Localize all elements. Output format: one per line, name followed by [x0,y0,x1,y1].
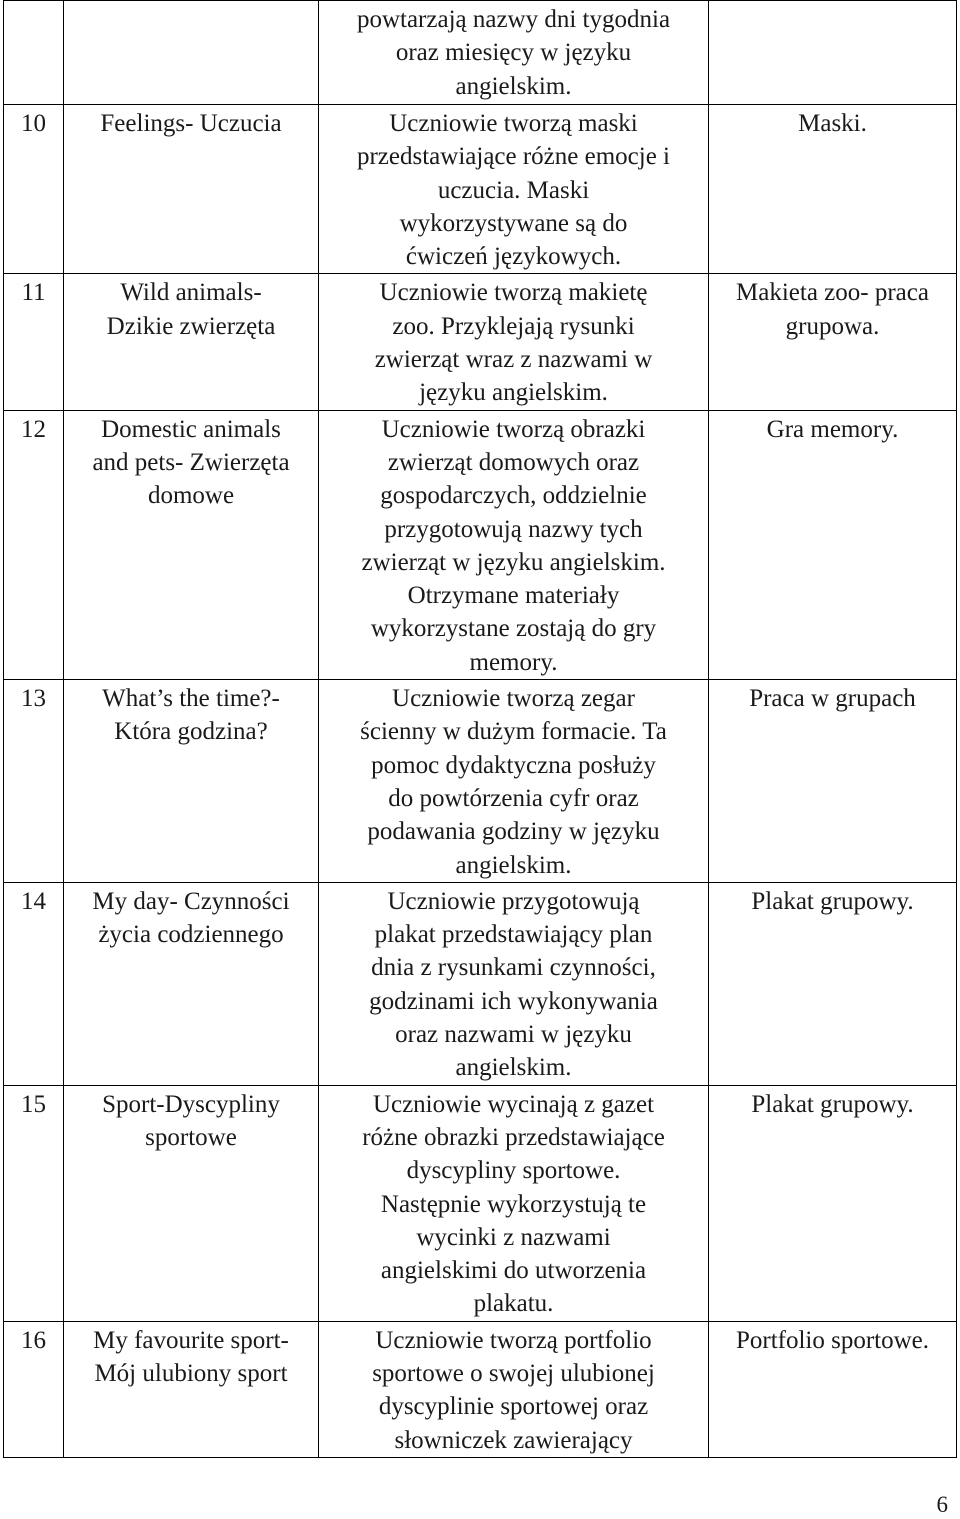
row-number: 14 [4,882,64,1085]
page-number: 6 [936,1492,948,1517]
table-row [4,105,957,274]
description-line: angielskimi do utworzenia [380,1257,647,1285]
row-topic [64,1321,319,1457]
row-number: 13 [4,680,64,883]
description-line: Następnie wykorzystują te [380,1190,647,1218]
row-number: 12 [4,410,64,679]
row-description [319,882,709,1085]
topic-line: What’s the time?- [102,685,280,713]
row-topic [64,274,319,410]
description-line: oraz nazwami w języku [395,1021,632,1049]
description-line: plakat przedstawiający plan [374,921,653,949]
result-line: grupowa. [785,312,880,340]
description-line: języku angielskim. [419,379,608,407]
lesson-plan-body [4,1,957,1458]
description-line: podawania godziny w języku [367,818,660,846]
row-topic [64,1085,319,1321]
row-number: 10 [4,105,64,274]
row-result [709,105,957,274]
description-line: zwierząt wraz z nazwami w [374,346,653,374]
row-number [4,1,64,105]
row-topic [64,1,319,105]
row-topic [64,882,319,1085]
description-line: oraz miesięcy w języku [395,39,632,67]
description-line: zwierząt domowych oraz [387,448,640,476]
table-row [4,1085,957,1321]
row-number: 15 [4,1085,64,1321]
description-line: zwierząt w języku angielskim. [361,548,666,576]
table-row [4,274,957,410]
row-result [709,882,957,1085]
description-line: angielskim. [455,72,572,100]
table-row [4,1,957,105]
topic-line: Wild animals- [120,279,262,307]
description-line: dyscyplinie sportowej oraz [378,1393,649,1421]
description-line: Uczniowie przygotowują [387,887,640,915]
description-line: Uczniowie tworzą zegar [392,685,635,713]
row-description [319,105,709,274]
lesson-plan-table [3,0,957,1458]
row-description [319,1085,709,1321]
description-line: dyscypliny sportowe. [406,1157,621,1185]
description-line: ćwiczeń językowych. [405,243,622,271]
description-line: Uczniowie tworzą maski [389,110,638,137]
row-topic [64,105,319,274]
description-line: zoo. Przyklejają rysunki [392,312,635,340]
topic-line: domowe [147,482,235,510]
table-row [4,680,957,883]
description-line: angielskim. [455,1054,572,1082]
description-line: przygotowują nazwy tych [384,515,643,543]
topic-line: Która godzina? [114,718,268,746]
result-line: Praca w grupach [749,685,916,713]
description-line: wykorzystywane są do [399,209,628,237]
description-line: Uczniowie wycinają z gazet [372,1090,655,1118]
description-line: gospodarczych, oddzielnie [380,482,647,510]
result-line: Portfolio sportowe. [735,1326,930,1354]
description-line: do powtórzenia cyfr oraz [388,784,639,812]
row-result [709,410,957,679]
topic-line: Domestic animals [101,415,281,443]
row-description [319,1321,709,1457]
description-line: Uczniowie tworzą obrazki [381,415,646,443]
result-line: Plakat grupowy. [751,1090,914,1118]
row-topic [64,410,319,679]
row-description [319,274,709,410]
description-line: dnia z rysunkami czynności, [371,954,656,982]
row-result [709,1321,957,1457]
description-line: ścienny w dużym formacie. Ta [360,718,667,746]
description-line: wycinki z nazwami [416,1223,611,1251]
row-description [319,1,709,105]
description-line: słowniczek zawierający [394,1426,633,1454]
description-line: Otrzymane materiały [407,582,620,610]
topic-line: and pets- Zwierzęta [92,448,290,476]
topic-line: sportowe [145,1123,237,1151]
row-topic [64,680,319,883]
row-number: 11 [4,274,64,410]
topic-line: My favourite sport- [93,1326,289,1354]
description-line: memory. [469,648,558,676]
topic-line: życia codziennego [98,921,284,949]
topic-line: Dzikie zwierzęta [106,312,276,340]
table-row [4,1321,957,1457]
description-line: angielskim. [455,851,572,879]
topic-line: My day- Czynności [92,887,290,915]
row-result [709,1085,957,1321]
result-line: Makieta zoo- praca [736,279,929,307]
description-line: plakatu. [473,1290,554,1318]
description-line: Uczniowie tworzą makietę [379,279,648,307]
table-row [4,882,957,1085]
result-line: Plakat grupowy. [751,887,914,915]
table-row [4,410,957,679]
description-line: pomoc dydaktyczna posłuży [371,751,656,779]
topic-line: Feelings- Uczucia [100,110,282,137]
description-line: godzinami ich wykonywania [369,987,658,1015]
description-line: Uczniowie tworzą portfolio [375,1326,652,1354]
row-result [709,274,957,410]
row-description [319,680,709,883]
result-line: Maski. [798,110,867,137]
result-line: Gra memory. [766,415,899,443]
topic-line: Mój ulubiony sport [94,1359,288,1387]
description-line: wykorzystane zostają do gry [370,615,657,643]
row-description [319,410,709,679]
description-line: uczucia. Maski [437,176,590,204]
description-line: sportowe o swojej ulubionej [372,1359,655,1387]
description-line: powtarzają nazwy dni tygodnia [356,6,671,33]
description-line: różne obrazki przedstawiające [362,1123,665,1151]
row-result [709,680,957,883]
row-result [709,1,957,105]
description-line: przedstawiające różne emocje i [356,143,670,171]
row-number: 16 [4,1321,64,1457]
topic-line: Sport-Dyscypliny [102,1090,280,1118]
